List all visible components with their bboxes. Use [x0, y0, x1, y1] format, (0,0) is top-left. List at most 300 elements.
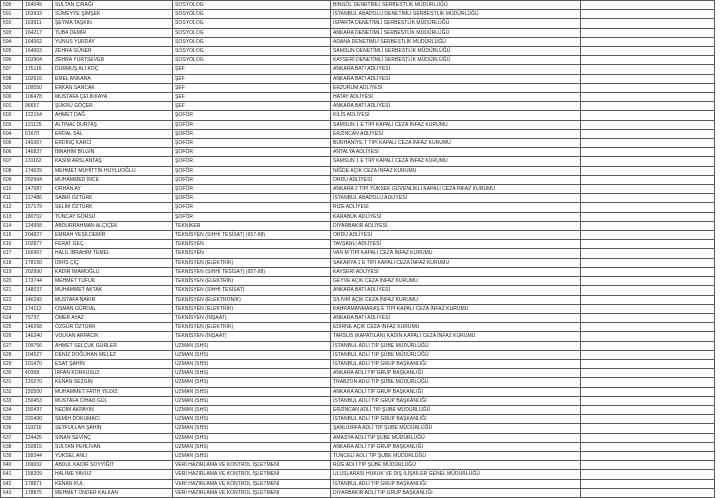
sicil-number-cell: 164049 [23, 1, 53, 10]
row-number-cell: 637 [1, 433, 23, 442]
row-number-cell: 620 [1, 277, 23, 286]
name-cell: MEHMET MUHİTTİN HUYLUOĞLU [53, 166, 173, 175]
row-number-cell: 636 [1, 424, 23, 433]
unit-cell: AMASYA ADLİ TIP ŞUBE MÜDÜRLÜĞÜ [331, 433, 581, 442]
table-row [1, 129, 715, 138]
name-cell: DURMUŞ ALİ KOÇ [53, 65, 173, 74]
row-number-cell: 612 [1, 203, 23, 212]
unit-cell: TRABZON ADLİ TIP ŞUBE MÜDÜRLÜĞÜ [331, 378, 581, 387]
sicil-number-cell: 164217 [23, 28, 53, 37]
title-cell: ŞEF [173, 74, 331, 83]
empty-cell [581, 93, 715, 102]
table-row [1, 185, 715, 194]
name-cell: MUHAMMED İNCE [53, 175, 173, 184]
table-row [1, 83, 715, 92]
unit-cell: İSTANBUL ANADOLU ADLİYESİ [331, 194, 581, 203]
unit-cell: ERZİNCAN ADLİYESİ [331, 129, 581, 138]
name-cell: İBRAHİM BİLGİN [53, 148, 173, 157]
name-cell: ORHAN AY [53, 185, 173, 194]
title-cell: UZMAN (SHS) [173, 387, 331, 396]
empty-cell [581, 433, 715, 442]
table-row [1, 166, 715, 175]
empty-cell [581, 378, 715, 387]
row-number-cell: 618 [1, 258, 23, 267]
table-row [1, 405, 715, 414]
sicil-number-cell: 175115 [23, 65, 53, 74]
title-cell: ŞOFÖR [173, 139, 331, 148]
sicil-number-cell: 127486 [23, 194, 53, 203]
name-cell: ZEHRA YURTSEVER [53, 56, 173, 65]
unit-cell: ANKARA BATI ADLİYESİ [331, 65, 581, 74]
table-row [1, 111, 715, 120]
title-cell: ŞEF [173, 102, 331, 111]
title-cell: ŞOFÖR [173, 185, 331, 194]
sicil-number-cell: 178875 [23, 488, 53, 497]
row-number-cell: 639 [1, 451, 23, 460]
empty-cell [581, 166, 715, 175]
title-cell: TEKNİSYEN (ELEKTRİK) [173, 323, 331, 332]
empty-cell [581, 47, 715, 56]
title-cell: UZMAN (SHS) [173, 378, 331, 387]
table-row [1, 267, 715, 276]
empty-cell [581, 56, 715, 65]
row-number-cell: 625 [1, 323, 23, 332]
table-row [1, 65, 715, 74]
unit-cell: DİYARBAKIR ADLİ TIP GRUP BAŞKANLIĞI [331, 488, 581, 497]
table-row [1, 323, 715, 332]
empty-cell [581, 240, 715, 249]
unit-cell: KAYSERİ ADLİYESİ [331, 267, 581, 276]
row-number-cell: 619 [1, 267, 23, 276]
name-cell: SİNAN SEVİNÇ [53, 433, 173, 442]
unit-cell: ERZURUM ADLİYESİ [331, 83, 581, 92]
name-cell: FERAT GEÇ [53, 240, 173, 249]
unit-cell: BURHANİYE T TİPİ KAPALI CEZA İNFAZ KURUMU [331, 139, 581, 148]
unit-cell: ANKARA ADLİ TIP GRUP BAŞKANLIĞI [331, 442, 581, 451]
unit-cell: ULUSLARASI HUKUK VE DIŞ İLİŞKİLER GENEL MÜDÜRLÜĞÜ [331, 470, 581, 479]
title-cell: ŞEF [173, 93, 331, 102]
row-number-cell: 633 [1, 396, 23, 405]
table-row [1, 249, 715, 258]
unit-cell: TUNCELİ ADLİ TIP ŞUBE MÜDÜRLÜĞÜ [331, 451, 581, 460]
sicil-number-cell: 174029 [23, 166, 53, 175]
name-cell: MEHMET TUFUK [53, 277, 173, 286]
name-cell: SULTAN ÇIRAĞI [53, 1, 173, 10]
name-cell: EMEL ANKARA [53, 74, 173, 83]
sicil-number-cell: 150500 [23, 387, 53, 396]
title-cell: UZMAN (SHS) [173, 451, 331, 460]
title-cell: TEKNİSYEN (ELEKTRONİK) [173, 295, 331, 304]
sicil-number-cell: 164062 [23, 37, 53, 46]
name-cell: HALİME YAVUZ [53, 470, 173, 479]
row-number-cell: 611 [1, 194, 23, 203]
row-number-cell: 596 [1, 56, 23, 65]
row-number-cell: 604 [1, 129, 23, 138]
sicil-number-cell: 40368 [23, 369, 53, 378]
row-number-cell: 643 [1, 488, 23, 497]
sicil-number-cell: 148037 [23, 286, 53, 295]
title-cell: SOSYOLOG [173, 37, 331, 46]
row-number-cell: 599 [1, 83, 23, 92]
table-row [1, 378, 715, 387]
table-row [1, 350, 715, 359]
empty-cell [581, 258, 715, 267]
table-row [1, 304, 715, 313]
sicil-number-cell: 166967 [23, 249, 53, 258]
empty-cell [581, 65, 715, 74]
unit-cell: SAMSUN 1 E TİPİ KAPALI CEZA İNFAZ KURUMU [331, 120, 581, 129]
row-number-cell: 616 [1, 240, 23, 249]
row-number-cell: 601 [1, 102, 23, 111]
unit-cell: ANKARA DENETİMLİ SERBESTLİK MÜDÜRLÜĞÜ [331, 28, 581, 37]
empty-cell [581, 332, 715, 341]
empty-cell [581, 249, 715, 258]
name-cell: HALİL İBRAHİM TEMEL [53, 249, 173, 258]
unit-cell: KAYSERİ DENETİMLİ SERBESTLİK MÜDÜRLÜĞÜ [331, 56, 581, 65]
name-cell: ESAT ŞAHİN [53, 359, 173, 368]
sicil-number-cell: 140367 [23, 139, 53, 148]
name-cell: MUSTAFA ÇELİKKAYA [53, 93, 173, 102]
table-row [1, 175, 715, 184]
unit-cell: ANKARA ADLİ TIP GRUP BAŞKANLIĞI [331, 369, 581, 378]
name-cell: MUHAMMET AKTAK [53, 286, 173, 295]
title-cell: ŞOFÖR [173, 203, 331, 212]
sicil-number-cell: 102877 [23, 240, 53, 249]
title-cell: TEKNİSYEN (ELEKTRİK) [173, 277, 331, 286]
empty-cell [581, 488, 715, 497]
empty-cell [581, 19, 715, 28]
sicil-number-cell: 104527 [23, 350, 53, 359]
empty-cell [581, 304, 715, 313]
name-cell: SÜMEYYE ŞİMŞEK [53, 10, 173, 19]
empty-cell [581, 267, 715, 276]
table-row [1, 212, 715, 221]
empty-cell [581, 387, 715, 396]
row-number-cell: 638 [1, 442, 23, 451]
table-row [1, 387, 715, 396]
row-number-cell: 630 [1, 369, 23, 378]
unit-cell: BİNGÖL DENETİMLİ SERBESTLİK MÜDÜRLÜĞÜ [331, 1, 581, 10]
sicil-number-cell: 109756 [23, 341, 53, 350]
row-number-cell: 631 [1, 378, 23, 387]
unit-cell: ANKARA BATI ADLİYESİ [331, 74, 581, 83]
row-number-cell: 621 [1, 286, 23, 295]
name-cell: MUSTAFA CİHAD GÜL [53, 396, 173, 405]
row-number-cell: 642 [1, 479, 23, 488]
table-row [1, 470, 715, 479]
sicil-number-cell: 174112 [23, 304, 53, 313]
sicil-number-cell: 109550 [23, 83, 53, 92]
empty-cell [581, 139, 715, 148]
table-row [1, 102, 715, 111]
title-cell: VERİ HAZIRLAMA VE KONTROL İŞLETMENİ [173, 479, 331, 488]
sicil-number-cell: 120270 [23, 378, 53, 387]
empty-cell [581, 359, 715, 368]
table-row [1, 148, 715, 157]
table-row [1, 28, 715, 37]
row-number-cell: 597 [1, 65, 23, 74]
table-row [1, 451, 715, 460]
name-cell: AHMET DAĞ [53, 111, 173, 120]
name-cell: İDRİS ÇİÇ [53, 258, 173, 267]
title-cell: UZMAN (SHS) [173, 424, 331, 433]
table-row [1, 313, 715, 322]
title-cell: UZMAN (SHS) [173, 396, 331, 405]
title-cell: TEKNİSYEN (SIHHİ TESİSAT) (657-88) [173, 231, 331, 240]
row-number-cell: 614 [1, 221, 23, 230]
unit-cell: KİLİS ADLİYESİ [331, 111, 581, 120]
table-row [1, 56, 715, 65]
title-cell: TEKNİSYEN (İNŞAAT) [173, 313, 331, 322]
name-cell: ERDİNÇ KARCI [53, 139, 173, 148]
unit-cell: ANKARA ADLİ TIP GRUP BAŞKANLIĞI [331, 387, 581, 396]
row-number-cell: 602 [1, 111, 23, 120]
unit-cell: İSTANBUL ADLİ TIP GRUP BAŞKANLIĞI [331, 396, 581, 405]
sicil-number-cell: 102616 [23, 74, 53, 83]
title-cell: TEKNİSYEN (ELEKTRİK) [173, 304, 331, 313]
unit-cell: ERZİNCAN ADLİ TIP ŞUBE MÜDÜRLÜĞÜ [331, 405, 581, 414]
title-cell: TEKNİSYEN [173, 249, 331, 258]
unit-cell: ANKARA 2 TİPİ YÜKSEK GÜVENLİKLİ KAPALI CEZA İNFAZ KURUMU [331, 185, 581, 194]
row-number-cell: 600 [1, 93, 23, 102]
title-cell: SOSYOLOG [173, 1, 331, 10]
table-row [1, 479, 715, 488]
name-cell: VOLKAN ARPACIK [53, 332, 173, 341]
name-cell: MEHMET ÖNDER KALKAN [53, 488, 173, 497]
sicil-number-cell: 220490 [23, 415, 53, 424]
title-cell: ŞOFÖR [173, 120, 331, 129]
table-row [1, 1, 715, 10]
sicil-number-cell: 173744 [23, 277, 53, 286]
table-row [1, 10, 715, 19]
title-cell: ŞEF [173, 65, 331, 74]
name-cell: MUHAMMET FATİH YILDIZ [53, 387, 173, 396]
table-row [1, 396, 715, 405]
table-row [1, 47, 715, 56]
table-row [1, 424, 715, 433]
unit-cell: HATAY ADLİYESİ [331, 93, 581, 102]
sicil-number-cell: 124425 [23, 433, 53, 442]
title-cell: UZMAN (SHS) [173, 359, 331, 368]
empty-cell [581, 221, 715, 230]
name-cell: ZEHRA GÜNER [53, 47, 173, 56]
sicil-number-cell: 204827 [23, 231, 53, 240]
row-number-cell: 640 [1, 461, 23, 470]
unit-cell: TARSUS (KAPATILAN) KADIN KAPALI CEZA İNFAZ KURUMU [331, 332, 581, 341]
row-number-cell: 629 [1, 359, 23, 368]
unit-cell: İSTANBUL ADLİ TIP ŞUBE MÜDÜRLÜĞÜ [331, 350, 581, 359]
table-row [1, 286, 715, 295]
row-number-cell: 593 [1, 28, 23, 37]
empty-cell [581, 415, 715, 424]
table-row [1, 74, 715, 83]
empty-cell [581, 194, 715, 203]
row-number-cell: 607 [1, 157, 23, 166]
sicil-number-cell: 146240 [23, 332, 53, 341]
empty-cell [581, 461, 715, 470]
sicil-number-cell: 147087 [23, 185, 53, 194]
row-number-cell: 628 [1, 350, 23, 359]
name-cell: SABRİ ÖZTÜRK [53, 194, 173, 203]
name-cell: OSMAN GÜRDAL [53, 304, 173, 313]
table-row [1, 139, 715, 148]
unit-cell: ISPARTA DENETİMLİ SERBESTLİK MÜDÜRLÜĞÜ [331, 19, 581, 28]
row-number-cell: 610 [1, 185, 23, 194]
row-number-cell: 624 [1, 313, 23, 322]
title-cell: TEKNİSYEN (SIHHİ TESİSAT) [173, 286, 331, 295]
table-row [1, 93, 715, 102]
title-cell: TEKNİSYEN (İNŞAAT) [173, 332, 331, 341]
table-row [1, 19, 715, 28]
name-cell: ERKAN SANCAK [53, 83, 173, 92]
unit-cell: ANKARA BATI ADLİYESİ [331, 102, 581, 111]
table-row [1, 488, 715, 497]
empty-cell [581, 479, 715, 488]
row-number-cell: 632 [1, 387, 23, 396]
empty-cell [581, 37, 715, 46]
row-number-cell: 635 [1, 415, 23, 424]
name-cell: ABDURRAHMAN ALÇIÇEK [53, 221, 173, 230]
title-cell: ŞOFÖR [173, 166, 331, 175]
sicil-number-cell: 199344 [23, 451, 53, 460]
name-cell: YUNUS YURDAY [53, 37, 173, 46]
row-number-cell: 615 [1, 231, 23, 240]
sicil-number-cell: 146837 [23, 148, 53, 157]
name-cell: TUNCAY GÖRSU [53, 212, 173, 221]
title-cell: ŞOFÖR [173, 175, 331, 184]
empty-cell [581, 83, 715, 92]
unit-cell: İSTANBUL ANADOLU DENETİMLİ SERBESTLİK MÜDÜRLÜĞÜ [331, 10, 581, 19]
unit-cell: ANTALYA ADLİYESİ [331, 148, 581, 157]
empty-cell [581, 111, 715, 120]
table-body [1, 1, 715, 498]
title-cell: ŞEF [173, 83, 331, 92]
title-cell: UZMAN (SHS) [173, 369, 331, 378]
table-row [1, 277, 715, 286]
title-cell: ŞOFÖR [173, 129, 331, 138]
table-row [1, 194, 715, 203]
empty-cell [581, 10, 715, 19]
table-row [1, 240, 715, 249]
sicil-number-cell: 164003 [23, 47, 53, 56]
row-number-cell: 591 [1, 10, 23, 19]
unit-cell: ANKARA BATI ADLİYESİ [331, 313, 581, 322]
unit-cell: EDİRNE AÇIK CEZA İNFAZ KURUMU [331, 323, 581, 332]
row-number-cell: 641 [1, 470, 23, 479]
title-cell: ŞOFÖR [173, 194, 331, 203]
table-row [1, 203, 715, 212]
row-number-cell: 603 [1, 120, 23, 129]
title-cell: TEKNİSYEN (ELEKTRİK) [173, 258, 331, 267]
row-number-cell: 617 [1, 249, 23, 258]
empty-cell [581, 442, 715, 451]
empty-cell [581, 424, 715, 433]
title-cell: VERİ HAZIRLAMA VE KONTROL İŞLETMENİ [173, 470, 331, 479]
sicil-number-cell: 163904 [23, 56, 53, 65]
empty-cell [581, 148, 715, 157]
empty-cell [581, 231, 715, 240]
title-cell: TEKNİSYEN (SIHHİ TESİSAT) (657-88) [173, 267, 331, 276]
sicil-number-cell: 106478 [23, 93, 53, 102]
sicil-number-cell: 178871 [23, 479, 53, 488]
title-cell: UZMAN (SHS) [173, 405, 331, 414]
name-cell: KENAN KUL [53, 479, 173, 488]
unit-cell: ORDU ADLİYESİ [331, 231, 581, 240]
unit-cell: NİĞDE AÇIK CEZA İNFAZ KURUMU [331, 166, 581, 175]
sicil-number-cell: 131162 [23, 157, 53, 166]
name-cell: EMRAH YEŞİLDEMİR [53, 231, 173, 240]
title-cell: TEKNİSYEN [173, 240, 331, 249]
name-cell: YÜKSEL ANLI [53, 451, 173, 460]
table-row [1, 120, 715, 129]
empty-cell [581, 129, 715, 138]
name-cell: SEYFULLAH ŞAHİN [53, 424, 173, 433]
sicil-number-cell: 96657 [23, 102, 53, 111]
title-cell: VERİ HAZIRLAMA VE KONTROL İŞLETMENİ [173, 461, 331, 470]
unit-cell: SİLİVRİ AÇIK CEZA İNFAZ KURUMU [331, 295, 581, 304]
sicil-number-cell: 79737 [23, 313, 53, 322]
name-cell: ŞÜKRÜ GÖÇER [53, 102, 173, 111]
row-number-cell: 623 [1, 304, 23, 313]
table-row [1, 359, 715, 368]
name-cell: ERDAL SAL [53, 129, 173, 138]
sicil-number-cell: 163933 [23, 10, 53, 19]
name-cell: ÖMER AYAZ [53, 313, 173, 322]
unit-cell: RİZE ADLİ TIP ŞUBE MÜDÜRLÜĞÜ [331, 461, 581, 470]
empty-cell [581, 451, 715, 460]
unit-cell: ADANA DENETİMLİ SERBESTLİK MÜDÜRLÜĞÜ [331, 37, 581, 46]
title-cell: SOSYOLOG [173, 10, 331, 19]
sicil-number-cell: 146242 [23, 295, 53, 304]
row-number-cell: 613 [1, 212, 23, 221]
empty-cell [581, 369, 715, 378]
empty-cell [581, 185, 715, 194]
unit-cell: RİZE ADLİYESİ [331, 203, 581, 212]
title-cell: SOSYOLOG [173, 47, 331, 56]
sicil-number-cell: 178150 [23, 258, 53, 267]
row-number-cell: 609 [1, 175, 23, 184]
table-row [1, 258, 715, 267]
unit-cell: İSTANBUL ADLİ TIP GRUP BAŞKANLIĞI [331, 415, 581, 424]
title-cell: ŞOFÖR [173, 148, 331, 157]
row-number-cell: 608 [1, 166, 23, 175]
unit-cell: ORDU ADLİYESİ [331, 175, 581, 184]
unit-cell: KAHRAMANMARAŞ E TİPİ KAPALI CEZA İNFAZ KURUMU [331, 304, 581, 313]
sicil-number-cell: 146268 [23, 323, 53, 332]
unit-cell: İSTANBUL ADLİ TIP GRUP BAŞKANLIĞI [331, 359, 581, 368]
empty-cell [581, 203, 715, 212]
row-number-cell: 626 [1, 332, 23, 341]
name-cell: KASIM ARSLANTAŞ [53, 157, 173, 166]
title-cell: SOSYOLOG [173, 28, 331, 37]
title-cell: TEKNİKER [173, 221, 331, 230]
name-cell: AHMET SELÇUK GÜRLER [53, 341, 173, 350]
empty-cell [581, 286, 715, 295]
title-cell: UZMAN (SHS) [173, 415, 331, 424]
empty-cell [581, 295, 715, 304]
sicil-number-cell: 121125 [23, 120, 53, 129]
empty-cell [581, 277, 715, 286]
table-row [1, 221, 715, 230]
unit-cell: TAVŞANLI ADLİYESİ [331, 240, 581, 249]
title-cell: UZMAN (SHS) [173, 341, 331, 350]
name-cell: ŞEYMA TAŞKIN [53, 19, 173, 28]
sicil-number-cell: 169002 [23, 461, 53, 470]
empty-cell [581, 350, 715, 359]
name-cell: SELİM ÖZTÜRK [53, 203, 173, 212]
sicil-number-cell: 157179 [23, 203, 53, 212]
sicil-number-cell: 180702 [23, 212, 53, 221]
